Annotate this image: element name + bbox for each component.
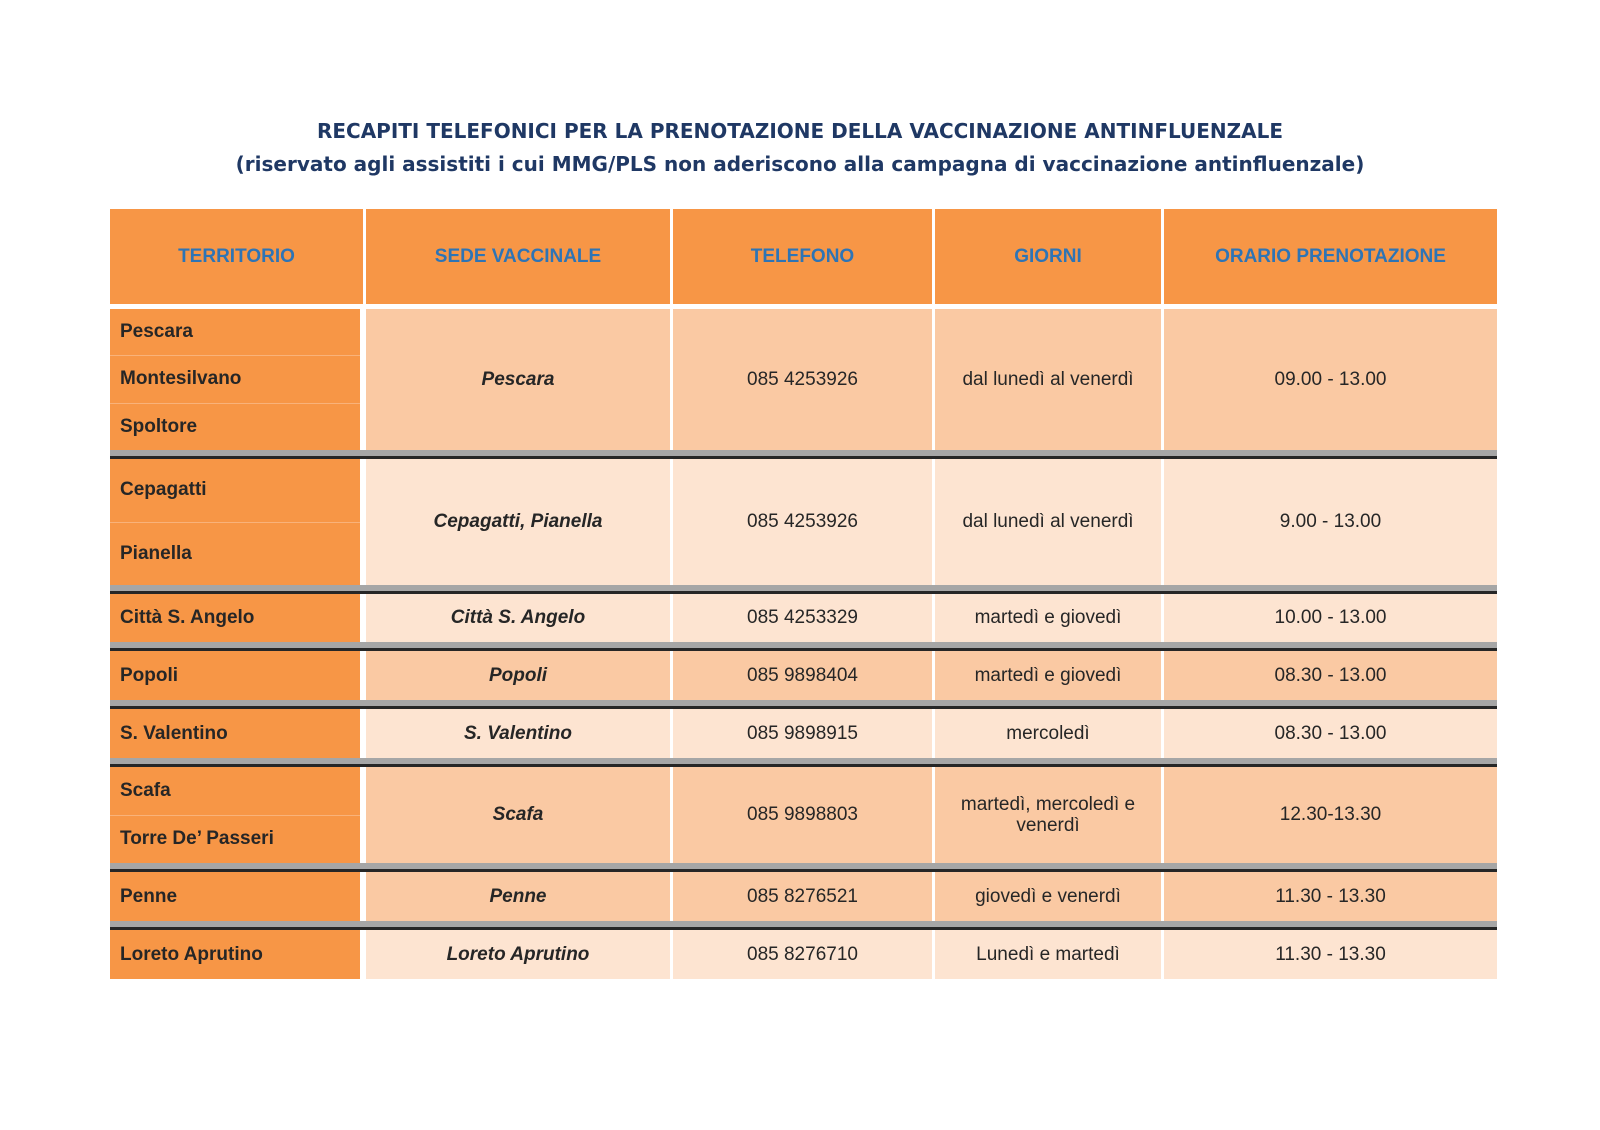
telefono-cell: 085 9898404	[673, 651, 935, 700]
header-territorio: TERRITORIO	[110, 209, 366, 304]
giorni-cell: Lunedì e martedì	[935, 930, 1164, 979]
territorio-cell	[110, 709, 366, 758]
header-orario: ORARIO PRENOTAZIONE	[1215, 245, 1446, 267]
telefono-cell: 085 9898803	[673, 767, 935, 863]
orario-cell: 08.30 - 13.00	[1164, 651, 1497, 700]
territorio-cell	[110, 594, 366, 642]
giorni-cell: martedì e giovedì	[935, 594, 1164, 642]
booking-table	[110, 209, 1497, 979]
table-row	[110, 651, 1497, 700]
territorio-item: Torre De’ Passeri	[120, 828, 274, 850]
orario-cell: 12.30-13.30	[1164, 767, 1497, 863]
table-row	[110, 459, 1497, 585]
sede-cell: Cepagatti, Pianella	[366, 459, 673, 585]
telefono-cell: 085 4253329	[673, 594, 935, 642]
territorio-item: Spoltore	[120, 415, 198, 437]
sede-cell: Loreto Aprutino	[366, 930, 673, 979]
territorio-cell	[110, 767, 366, 863]
giorni-cell: giovedì e venerdì	[935, 872, 1164, 921]
document-subtitle: (riservato agli assistiti i cui MMG/PLS non aderiscono alla campagna di vaccinazione antinfluenzale)	[235, 152, 1365, 176]
giorni-cell: mercoledì	[935, 709, 1164, 758]
sede-cell: Penne	[366, 872, 673, 921]
orario-cell: 9.00 - 13.00	[1164, 459, 1497, 585]
giorni-cell: martedì e giovedì	[935, 651, 1164, 700]
telefono-cell: 085 9898915	[673, 709, 935, 758]
territorio-cell	[110, 459, 366, 585]
territorio-item: S. Valentino	[120, 722, 228, 744]
sede-cell: Città S. Angelo	[366, 594, 673, 642]
telefono-cell: 085 4253926	[673, 309, 935, 450]
header-sede: SEDE VACCINALE	[366, 209, 673, 304]
giorni-cell: dal lunedì al venerdì	[935, 459, 1164, 585]
territorio-cell	[110, 930, 366, 979]
territorio-cell	[110, 651, 366, 700]
sede-cell: Popoli	[366, 651, 673, 700]
orario-cell: 09.00 - 13.00	[1164, 309, 1497, 450]
territorio-cell	[110, 872, 366, 921]
territorio-item: Cepagatti	[110, 459, 360, 523]
territorio-item: Città S. Angelo	[120, 607, 255, 628]
sede-cell: Scafa	[366, 767, 673, 863]
territorio-item: Pescara	[110, 309, 360, 356]
territorio-item: Popoli	[120, 664, 179, 686]
telefono-cell: 085 8276710	[673, 930, 935, 979]
territorio-item: Pianella	[120, 542, 192, 564]
territorio-item: Montesilvano	[110, 356, 360, 403]
orario-cell: 10.00 - 13.00	[1164, 594, 1497, 642]
table-row	[110, 872, 1497, 921]
header-telefono: TELEFONO	[673, 209, 935, 304]
table-row	[110, 767, 1497, 863]
telefono-cell: 085 8276521	[673, 872, 935, 921]
table-header	[110, 209, 1497, 304]
sede-cell: S. Valentino	[366, 709, 673, 758]
header-giorni: GIORNI	[935, 209, 1164, 304]
table-row	[110, 930, 1497, 979]
territorio-cell	[110, 309, 366, 450]
table-row	[110, 709, 1497, 758]
sede-cell: Pescara	[366, 309, 673, 450]
territorio-item: Scafa	[110, 767, 360, 816]
territorio-item: Penne	[120, 885, 178, 907]
orario-cell: 11.30 - 13.30	[1164, 930, 1497, 979]
document-title: RECAPITI TELEFONICI PER LA PRENOTAZIONE DELLA VACCINAZIONE ANTINFLUENZALE	[316, 119, 1284, 143]
orario-cell: 08.30 - 13.00	[1164, 709, 1497, 758]
giorni-cell: dal lunedì al venerdì	[935, 309, 1164, 450]
territorio-item: Loreto Aprutino	[120, 943, 263, 965]
giorni-cell: martedì, mercoledì e venerdì	[935, 767, 1164, 863]
table-row	[110, 594, 1497, 642]
telefono-cell: 085 4253926	[673, 459, 935, 585]
table-row	[110, 309, 1497, 450]
orario-cell: 11.30 - 13.30	[1164, 872, 1497, 921]
